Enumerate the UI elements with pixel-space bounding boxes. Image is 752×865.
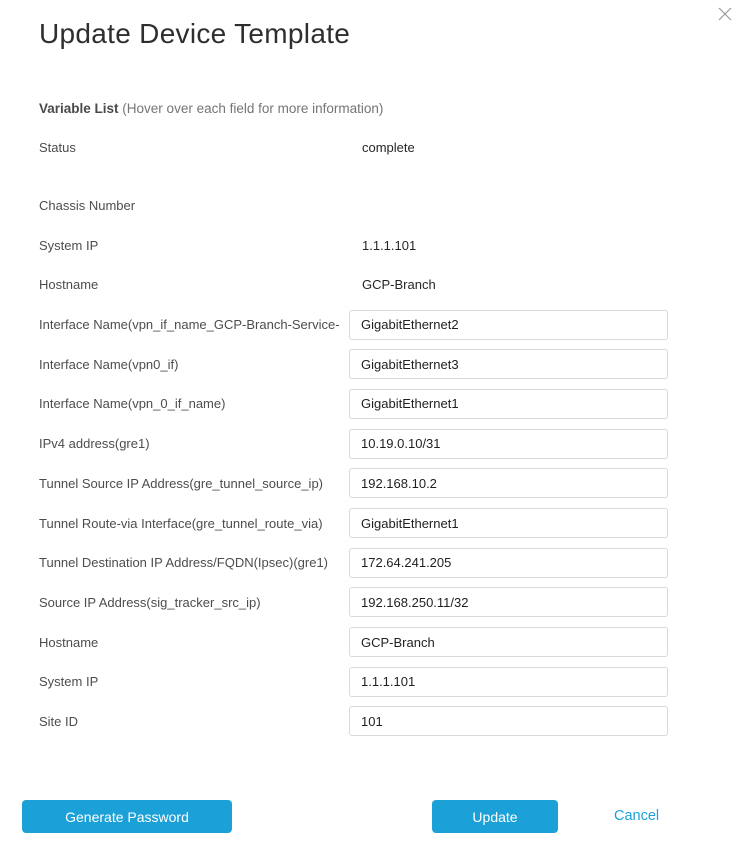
variable-list-header <box>39 101 383 116</box>
field-value-static: GCP-Branch <box>362 277 436 293</box>
tunnel-source-ip-input[interactable] <box>349 468 668 498</box>
field-label: Hostname <box>39 277 99 293</box>
tunnel-route-via-input[interactable] <box>349 508 668 538</box>
row-tunnel-destination-ip <box>39 543 713 583</box>
tunnel-destination-ip-input[interactable] <box>349 548 668 578</box>
field-label: System IP <box>39 674 99 690</box>
site-id-input[interactable] <box>349 706 668 736</box>
row-chassis-number <box>39 186 713 226</box>
row-source-ip-tracker <box>39 583 713 623</box>
field-value-static: 1.1.1.101 <box>362 237 417 253</box>
field-value-static: complete <box>362 140 415 156</box>
field-label: Chassis Number <box>39 198 136 214</box>
row-interface-name-vpn0-if <box>39 344 713 384</box>
field-label: Tunnel Source IP Address(gre_tunnel_source_ip) <box>39 475 324 491</box>
close-icon <box>717 10 733 25</box>
row-tunnel-source-ip <box>39 464 713 504</box>
row-site-id <box>39 702 713 742</box>
row-system-ip-static <box>39 225 713 265</box>
field-label: Hostname <box>39 634 99 650</box>
variable-list-hint: (Hover over each field for more information) <box>118 101 384 116</box>
interface-name-vpn0-if-input[interactable] <box>349 349 668 379</box>
row-hostname-static <box>39 265 713 305</box>
generate-password-button[interactable]: Generate Password <box>22 800 232 833</box>
field-label: Interface Name(vpn_if_name_GCP-Branch-Service- <box>39 317 340 333</box>
field-label: Interface Name(vpn0_if) <box>39 356 179 372</box>
field-label: Status <box>39 140 76 156</box>
cancel-button[interactable]: Cancel <box>614 808 660 824</box>
field-label: Tunnel Route-via Interface(gre_tunnel_route_via) <box>39 515 323 531</box>
system-ip-input[interactable] <box>349 667 668 697</box>
hostname-input[interactable] <box>349 627 668 657</box>
variable-rows <box>39 128 713 741</box>
field-label: System IP <box>39 237 99 253</box>
field-label: Tunnel Destination IP Address/FQDN(Ipsec)(gre1) <box>39 555 329 571</box>
row-tunnel-route-via <box>39 503 713 543</box>
field-label: IPv4 address(gre1) <box>39 436 150 452</box>
row-ipv4-address-gre1 <box>39 424 713 464</box>
page-title: Update Device Template <box>39 18 351 49</box>
interface-name-service-input[interactable] <box>349 310 668 340</box>
field-label: Site ID <box>39 713 79 729</box>
row-system-ip-input <box>39 662 713 702</box>
close-button[interactable] <box>715 4 735 24</box>
row-interface-name-vpn0-if-name <box>39 384 713 424</box>
row-hostname-input <box>39 622 713 662</box>
row-status <box>39 128 713 168</box>
variable-list-title: Variable List <box>39 101 119 116</box>
source-ip-tracker-input[interactable] <box>349 587 668 617</box>
field-label: Source IP Address(sig_tracker_src_ip) <box>39 594 261 610</box>
ipv4-address-gre1-input[interactable] <box>349 429 668 459</box>
field-label: Interface Name(vpn_0_if_name) <box>39 396 226 412</box>
update-button[interactable]: Update <box>432 800 558 833</box>
interface-name-vpn0-if-name-input[interactable] <box>349 389 668 419</box>
row-interface-name-service <box>39 305 713 345</box>
